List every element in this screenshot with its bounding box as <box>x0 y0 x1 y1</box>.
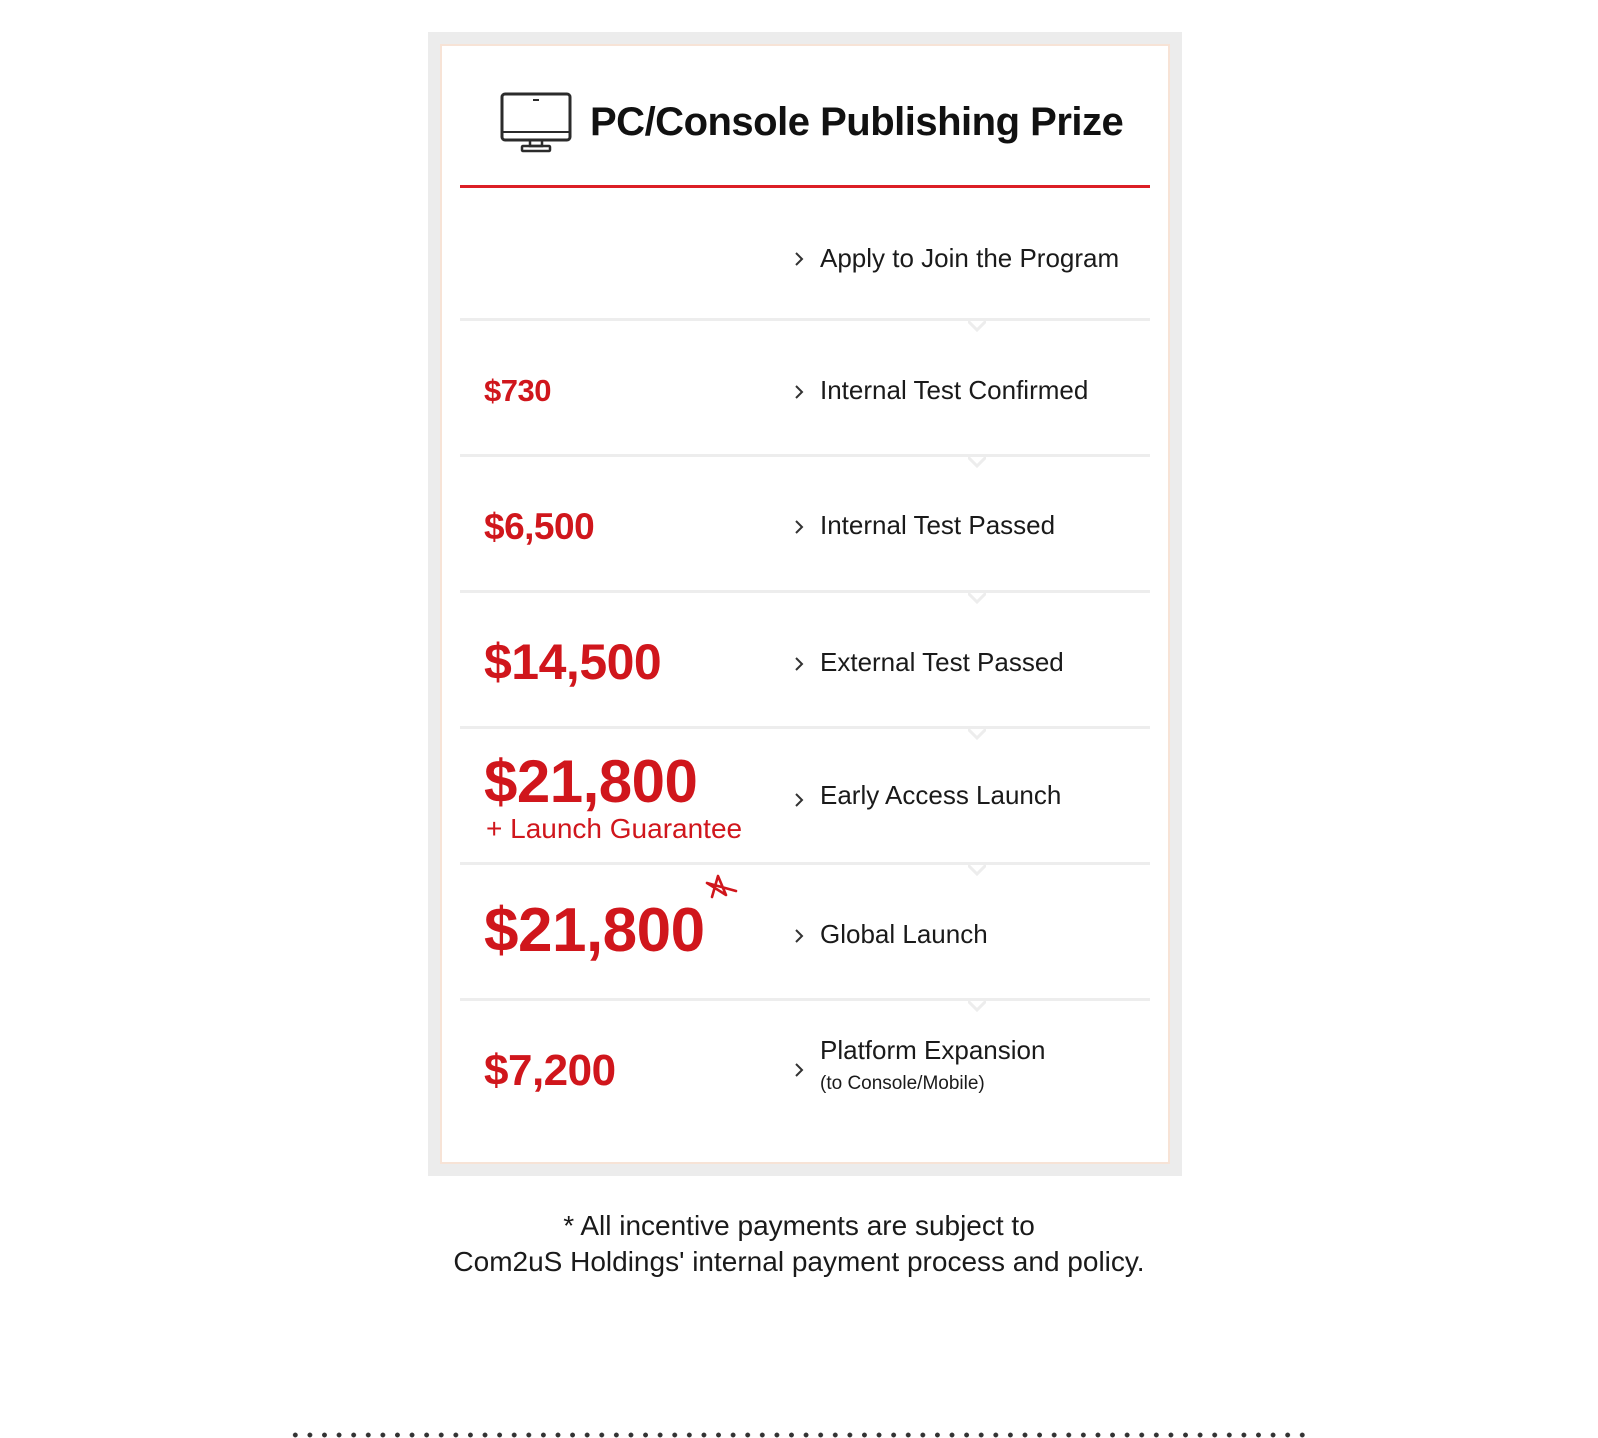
step-label: Internal Test Confirmed <box>820 375 1089 405</box>
prize-amount: $14,500 <box>484 634 662 690</box>
step-row-external-test-passed <box>460 593 1150 729</box>
step-label: Early Access Launch <box>820 780 1062 810</box>
footnote-line-1: * All incentive payments are subject to <box>563 1210 1035 1241</box>
prize-steps <box>460 188 1150 1137</box>
step-label: External Test Passed <box>820 647 1064 677</box>
chevron-right-icon <box>792 518 806 536</box>
star-icon <box>704 873 738 903</box>
chevron-right-icon <box>792 383 806 401</box>
chevron-right-icon <box>792 655 806 673</box>
prize-amount: $730 <box>484 373 551 408</box>
step-label: Internal Test Passed <box>820 510 1056 540</box>
step-label: Platform Expansion <box>820 1035 1046 1065</box>
card-header <box>460 46 1150 188</box>
step-label: Global Launch <box>820 919 988 949</box>
dotted-divider <box>288 1432 1308 1438</box>
prize-card <box>440 44 1170 1164</box>
step-note: (to Console/Mobile) <box>820 1073 985 1094</box>
step-row-early-access-launch <box>460 729 1150 865</box>
step-row-global-launch <box>460 865 1150 1001</box>
step-row-apply <box>460 188 1150 321</box>
step-row-internal-test-passed <box>460 457 1150 593</box>
prize-amount: $7,200 <box>484 1046 616 1095</box>
prize-amount: $6,500 <box>484 506 595 547</box>
payment-footnote <box>0 1208 1598 1280</box>
footnote-line-2: Com2uS Holdings' internal payment process and policy. <box>453 1246 1145 1277</box>
chevron-right-icon <box>792 791 806 809</box>
step-row-internal-test-confirmed <box>460 321 1150 457</box>
monitor-icon <box>500 92 572 154</box>
chevron-right-icon <box>792 927 806 945</box>
step-row-platform-expansion <box>460 1001 1150 1137</box>
chevron-right-icon <box>792 250 806 268</box>
prize-amount: $21,800 <box>484 748 698 815</box>
launch-guarantee-note: + Launch Guarantee <box>486 813 743 844</box>
prize-card-frame <box>428 32 1182 1176</box>
prize-amount: $21,800 <box>484 896 705 965</box>
chevron-right-icon <box>792 1061 806 1079</box>
card-title: PC/Console Publishing Prize <box>590 100 1124 144</box>
step-label: Apply to Join the Program <box>820 243 1120 273</box>
